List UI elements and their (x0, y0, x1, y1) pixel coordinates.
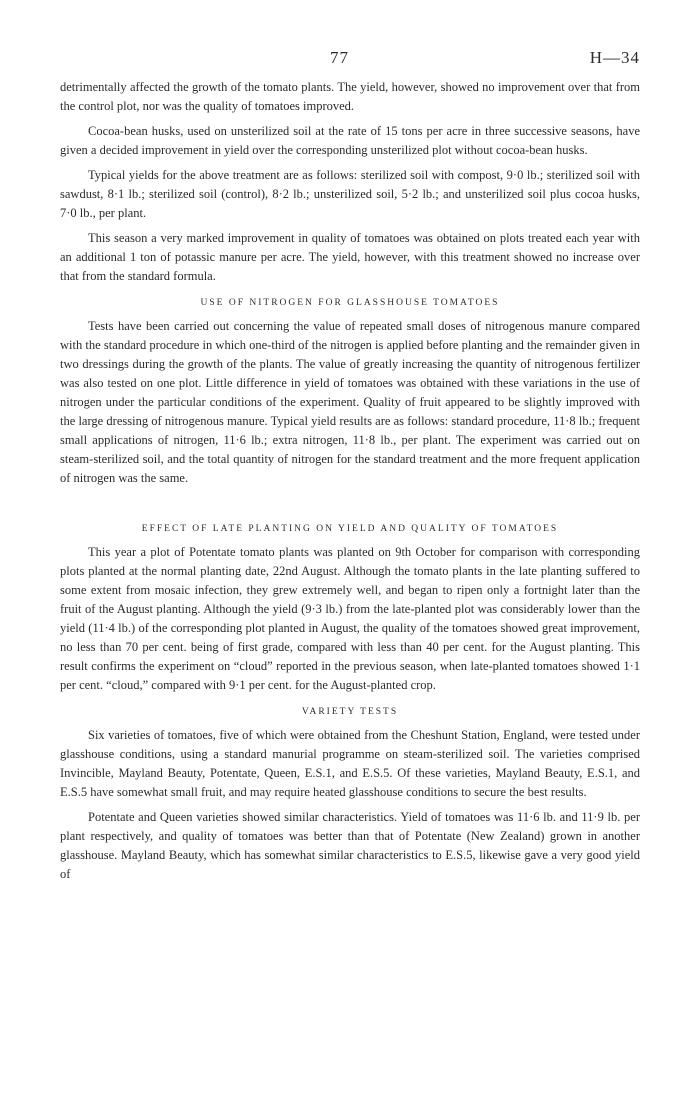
paragraph: This year a plot of Potentate tomato plants was planted on 9th October for comparison with corresponding plots planted at the normal planting date, 22nd August. Although the tomato plants in the late planting suffered to some extent from mosaic infection, they grew extremely well, and began to ripen only a fortnight later than the fruit of the August planting. Although the yield (9·3 lb.) from the late-planted plot was considerably lower than the yield (11·4 lb.) of the corresponding plot planted in August, the quality of the tomatoes showed great improvement, no less than 70 per cent. being of first grade, compared with less than 40 per cent. for the August planting. This result confirms the experiment on “cloud” reported in the previous season, when late-planted tomatoes showed 1·1 per cent. “cloud,” compared with 9·1 per cent. for the August-planted crop. (60, 545, 640, 692)
document-page (60, 48, 640, 890)
section-heading-variety-tests: VARIETY TESTS (301, 707, 399, 717)
section-spacer (60, 494, 640, 512)
paragraph: Potentate and Queen varieties showed similar characteristics. Yield of tomatoes was 11·6 lb. and 11·9 lb. per plant respectively, and quality of tomatoes was better than that of Potentate (New Zealand) grown in another glasshouse. Mayland Beauty, which has somewhat similar characteristics to E.S.5, likewise gave a very good yield of (60, 810, 640, 881)
section-heading-late-planting: EFFECT OF LATE PLANTING ON YIELD AND QUALITY OF TOMATOES (141, 524, 559, 534)
document-reference: H—34 (589, 48, 640, 67)
section-heading-nitrogen: USE OF NITROGEN FOR GLASSHOUSE TOMATOES (200, 298, 500, 308)
paragraph: This season a very marked improvement in quality of tomatoes was obtained on plots treated each year with an additional 1 ton of potassic manure per acre. The yield, however, with this treatment showed no increase over that from the standard formula. (60, 231, 640, 283)
paragraph: Six varieties of tomatoes, five of which were obtained from the Cheshunt Station, England, were tested under glasshouse conditions, using a standard manurial programme on steam-sterilized soil. The varieties comprised Invincible, Mayland Beauty, Potentate, Queen, E.S.1, and E.S.5. Of these varieties, Mayland Beauty, E.S.1, and E.S.5 have somewhat small fruit, and may require heated glasshouse conditions to secure the best results. (60, 728, 640, 799)
paragraph: detrimentally affected the growth of the tomato plants. The yield, however, showed no improvement over that from the control plot, nor was the quality of tomatoes improved. (60, 80, 640, 113)
paragraph: Cocoa-bean husks, used on unsterilized soil at the rate of 15 tons per acre in three successive seasons, have given a decided improvement in yield over the corresponding unsterilized plot without cocoa-bean husks. (60, 124, 640, 157)
page-number: 77 (330, 48, 349, 67)
paragraph: Tests have been carried out concerning the value of repeated small doses of nitrogenous manure compared with the standard procedure in which one-third of the nitrogen is applied before planting and the remainder given in two dressings during the growth of the plants. The value of greatly increasing the quantity of nitrogenous fertilizer was also tested on one plot. Little difference in yield of tomatoes was obtained with these variations in the use of nitrogen under the particular conditions of the experiment. Quality of fruit appeared to be slightly improved with the large dressing of nitrogenous manure. Typical yield results are as follows: standard procedure, 11·8 lb.; frequent small applications of nitrogen, 11·6 lb.; extra nitrogen, 11·8 lb., per plant. The experiment was carried out on steam-sterilized soil, and the total quantity of nitrogen for the standard treatment and the more frequent application of nitrogen was the same. (60, 319, 640, 485)
page-header (60, 48, 640, 78)
paragraph: Typical yields for the above treatment are as follows: sterilized soil with compost, 9·0 lb.; sterilized soil with sawdust, 8·1 lb.; sterilized soil (control), 8·2 lb.; unsterilized soil, 5·2 lb.; and unsterilized soil plus cocoa husks, 7·0 lb., per plant. (60, 168, 640, 220)
